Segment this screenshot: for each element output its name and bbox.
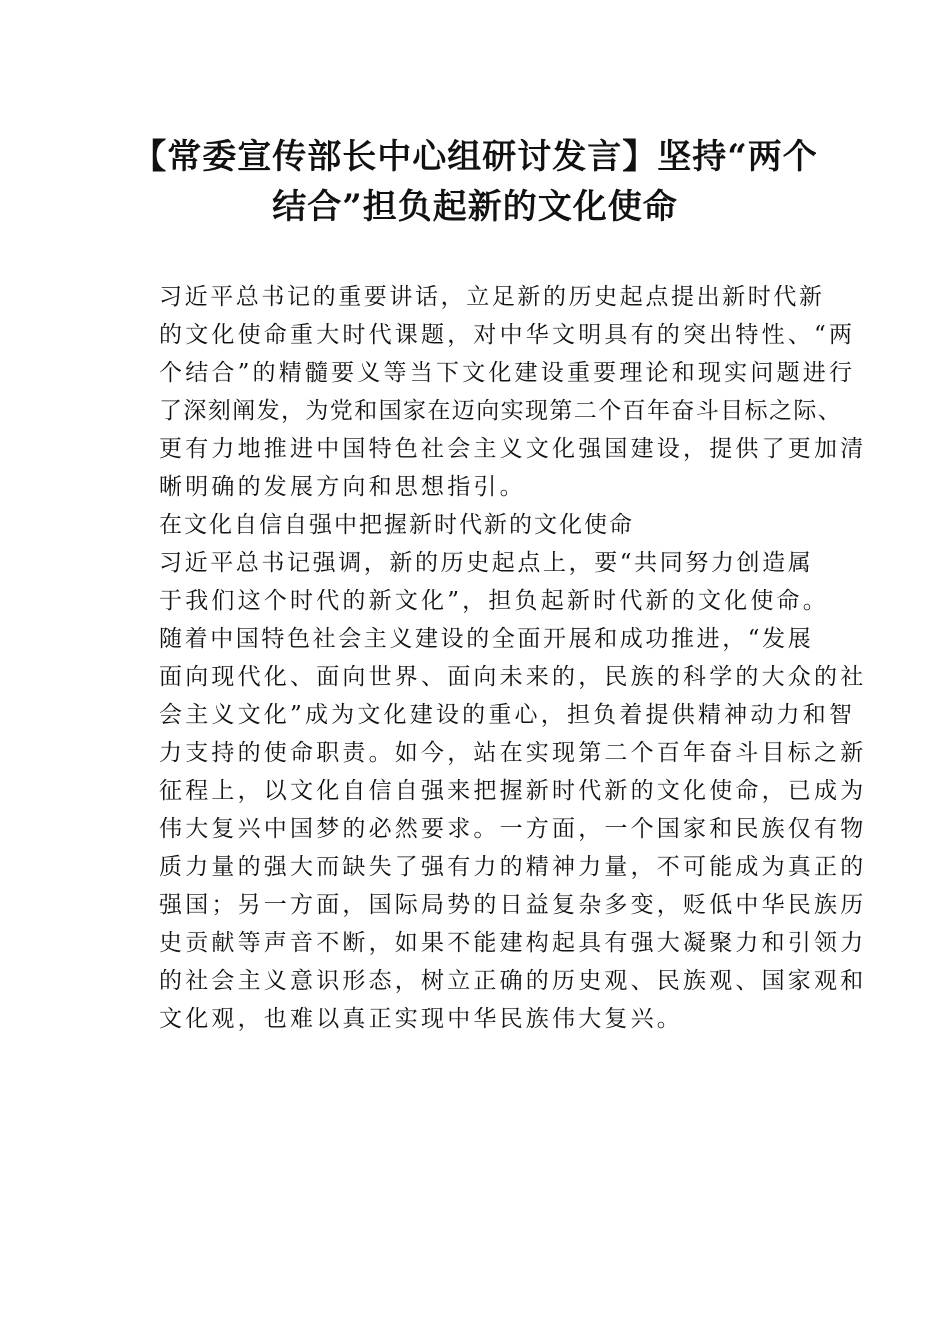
text-line: 了深刻阐发，为党和国家在迈向实现第二个百年奋斗目标之际、 [159,398,843,424]
text-line: 习近平总书记强调，新的历史起点上，要“共同努力创造属 [159,550,814,576]
text-line: 会主义文化”成为文化建设的重心，担负着提供精神动力和智 [159,702,856,728]
text-line: 更有力地推进中国特色社会主义文化强国建设，提供了更加清 [159,436,867,462]
title-line: 结合”担负起新的文化使命 [272,187,678,227]
text-line: 的社会主义意识形态，树立正确的历史观、民族观、国家观和 [159,968,867,994]
paragraph-main [121,620,867,1038]
text-line: 于我们这个时代的新文化”，担负起新时代新的文化使命。 [159,588,829,614]
text-line: 文化观，也难以真正实现中华民族伟大复兴。 [159,1006,683,1032]
text-line: 强国；另一方面，国际局势的日益复杂多变，贬低中华民族历 [159,892,867,918]
title-line: 【常委宣传部长中心组研讨发言】坚持“两个 [132,137,818,177]
text-line: 晰明确的发展方向和思想指引。 [159,474,526,500]
text-line: 习近平总书记的重要讲话，立足新的历史起点提出新时代新 [159,284,825,310]
text-line: 史贡献等声音不断，如果不能建构起具有强大凝聚力和引领力 [159,930,867,956]
section-heading [121,506,841,544]
text-line: 质力量的强大而缺失了强有力的精神力量，不可能成为真正的 [159,854,867,880]
paragraph-intro [121,278,867,506]
text-line: 的文化使命重大时代课题，对中华文明具有的突出特性、“两 [159,322,856,348]
text-line: 在文化自信自强中把握新时代新的文化使命 [159,512,634,538]
text-line: 个结合”的精髓要义等当下文化建设重要理论和现实问题进行 [159,360,856,386]
text-line: 征程上，以文化自信自强来把握新时代新的文化使命，已成为 [159,778,867,804]
document-body [121,278,867,1038]
text-line: 随着中国特色社会主义建设的全面开展和成功推进，“发展 [159,626,814,652]
document-title [100,132,850,232]
paragraph-quote [121,544,841,620]
text-line: 力支持的使命职责。如今，站在实现第二个百年奋斗目标之新 [159,740,867,766]
text-line: 面向现代化、面向世界、面向未来的，民族的科学的大众的社 [159,664,867,690]
text-line: 伟大复兴中国梦的必然要求。一方面，一个国家和民族仅有物 [159,816,867,842]
